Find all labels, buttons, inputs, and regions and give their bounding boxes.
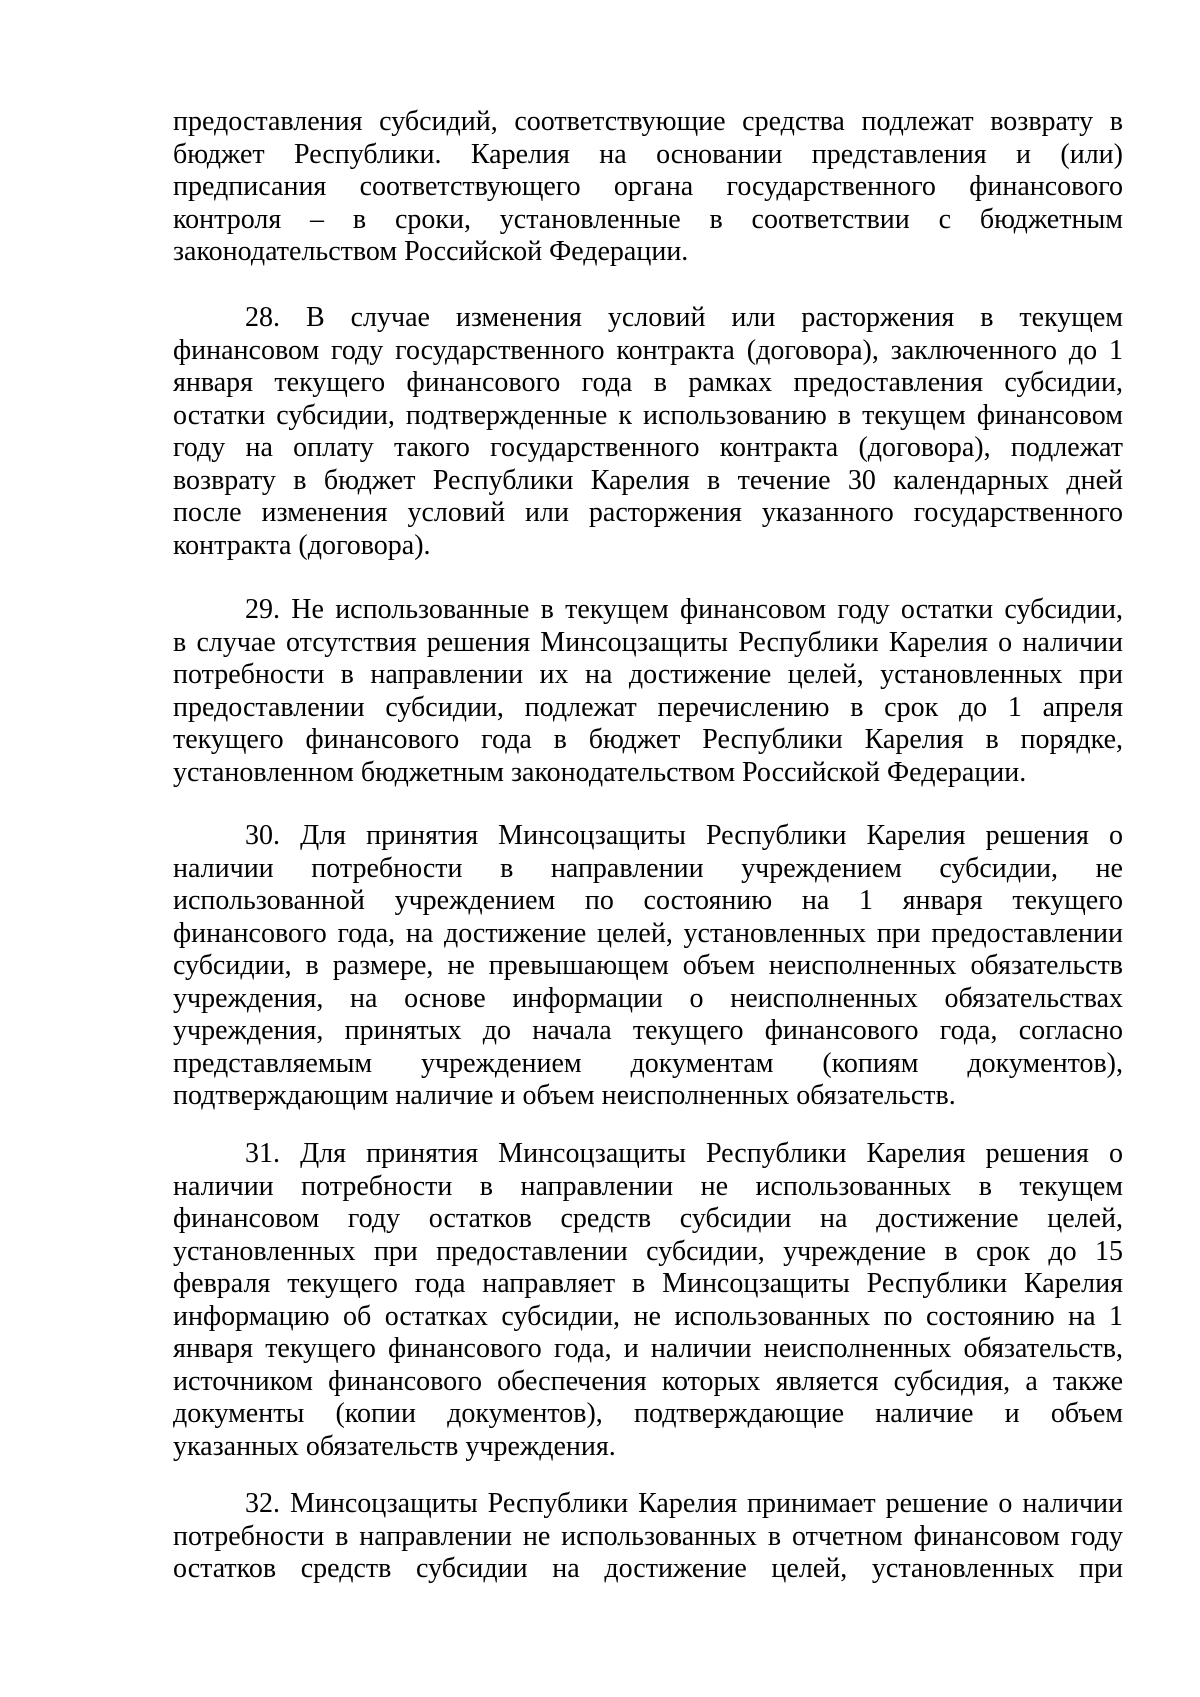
text-line: предписания соответствующего органа государственного финансового [173,171,1123,202]
text-line: источником финансового обеспечения которых является субсидия, а также [173,1365,1123,1397]
text-line: января текущего финансового года, и наличии неисполненных обязательств, [173,1333,1123,1364]
text-line: контракта (договора). [173,529,431,561]
text-line: возврату в бюджет Республики Карелия в течение 30 календарных дней [173,464,1123,496]
text-line: установленных при предоставлении субсидии, учреждение в срок до 15 [173,1235,1123,1267]
text-line: 32. Минсоцзащиты Республики Карелия принимает решение о наличии [245,1488,1123,1519]
paragraph-28 [173,302,1123,562]
text-line: потребности в направлении их на достижение целей, установленных при [173,659,1123,690]
text-line: документы (копии документов), подтверждающие наличие и объем [173,1398,1123,1429]
text-line: января текущего финансового года в рамках предоставления субсидии, [173,367,1123,398]
text-line: наличии потребности в направлении не использованных в текущем [173,1170,1123,1202]
text-line: финансовом году остатков средств субсидии на достижение целей, [173,1203,1123,1234]
paragraph-32 [173,1488,1123,1586]
text-line: предоставлении субсидии, подлежат перечислению в срок до 1 апреля [173,691,1123,723]
text-line: остатки субсидии, подтвержденные к использованию в текущем финансовом [173,399,1123,431]
text-line: предоставления субсидий, соответствующие средства подлежат возврату в [173,106,1123,137]
text-line: законодательством Российской Федерации. [173,236,689,267]
text-line: указанных обязательств учреждения. [173,1430,616,1462]
text-line: текущего финансового года в бюджет Республики Карелия в порядке, [173,724,1123,755]
text-line: представляемым учреждением документам (копиям документов), [173,1047,1123,1079]
text-line: финансового года, на достижение целей, установленных при предоставлении [173,917,1123,949]
text-line: учреждения, на основе информации о неисполненных обязательствах [173,982,1123,1014]
text-line: финансовом году государственного контракта (договора), заключенного до 1 [173,334,1123,366]
text-line: контроля – в сроки, установленные в соответствии с бюджетным [173,203,1123,235]
paragraph-continuation [173,106,1123,269]
text-line: установленном бюджетным законодательством Российской Федерации. [173,756,1027,788]
text-line: подтверждающим наличие и объем неисполненных обязательств. [173,1080,956,1111]
text-line: году на оплату такого государственного контракта (договора), подлежат [173,432,1123,463]
text-line: февраля текущего года направляет в Минсоцзащиты Республики Карелия [173,1268,1123,1299]
paragraph-30 [173,820,1123,1113]
text-line: учреждения, принятых до начала текущего финансового года, согласно [173,1015,1123,1046]
text-line: субсидии, в размере, не превышающем объем неисполненных обязательств [173,950,1123,981]
text-line: 28. В случае изменения условий или расторжения в текущем [245,302,1123,333]
paragraph-29 [173,594,1123,789]
text-line: 30. Для принятия Минсоцзащиты Республики Карелия решения о [245,820,1123,851]
text-line: 31. Для принятия Минсоцзащиты Республики Карелия решения о [245,1138,1123,1169]
text-line: бюджет Республики. Карелия на основании представления и (или) [173,138,1123,170]
text-line: использованной учреждением по состоянию на 1 января текущего [173,885,1123,916]
paragraph-31 [173,1138,1123,1463]
text-line: остатков средств субсидии на достижение целей, установленных при [173,1553,1123,1584]
text-line: после изменения условий или расторжения указанного государственного [173,497,1123,528]
text-line: потребности в направлении не использованных в отчетном финансовом году [173,1520,1123,1552]
text-line: наличии потребности в направлении учреждением субсидии, не [173,852,1123,884]
text-line: 29. Не использованные в текущем финансовом году остатки субсидии, [245,594,1123,625]
text-line: информацию об остатках субсидии, не использованных по состоянию на 1 [173,1300,1123,1332]
text-line: в случае отсутствия решения Минсоцзащиты Республики Карелия о наличии [173,626,1123,658]
